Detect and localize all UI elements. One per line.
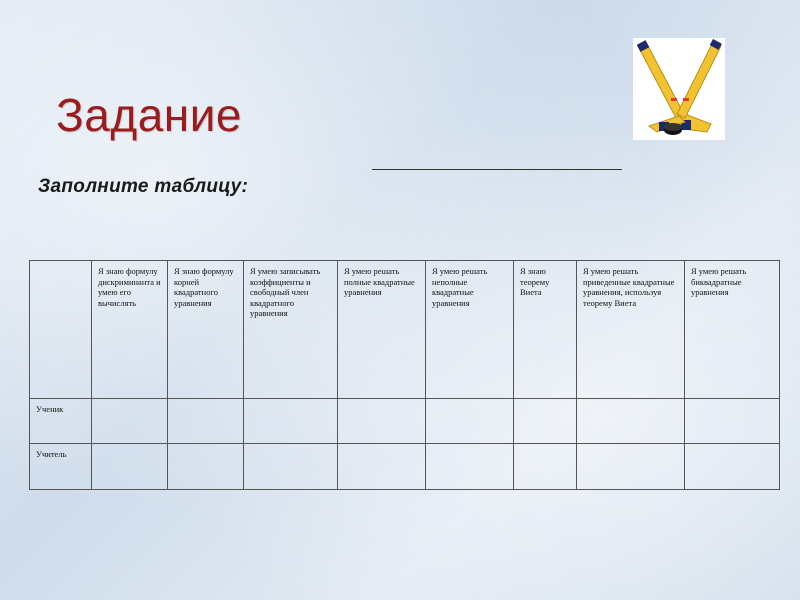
answer-cell[interactable]: [685, 399, 780, 444]
header-cell: Я знаю формулу дискриминанта и умею его вычислять: [92, 261, 168, 399]
title-underline: [372, 169, 622, 170]
answer-cell[interactable]: [92, 399, 168, 444]
answer-cell[interactable]: [244, 444, 338, 490]
answer-cell[interactable]: [577, 399, 685, 444]
table-row: [30, 399, 780, 444]
row-label-teacher: Учитель: [30, 444, 92, 490]
header-cell: Я умею решать приведенные квадратные уравнения, используя теорему Виета: [577, 261, 685, 399]
header-cell: Я умею записывать коэффициенты и свободный член квадратного уравнения: [244, 261, 338, 399]
instruction-text: Заполните таблицу:: [38, 176, 249, 197]
slide-title: Задание: [56, 89, 242, 141]
answer-cell[interactable]: [92, 444, 168, 490]
answer-cell[interactable]: [244, 399, 338, 444]
header-cell: Я умею решать неполные квадратные уравнения: [426, 261, 514, 399]
answer-cell[interactable]: [168, 399, 244, 444]
header-cell: Я умею решать биквадратные уравнения: [685, 261, 780, 399]
answer-cell[interactable]: [426, 444, 514, 490]
self-assessment-table: [29, 260, 780, 490]
answer-cell[interactable]: [685, 444, 780, 490]
header-cell: Я знаю формулу корней квадратного уравнения: [168, 261, 244, 399]
answer-cell[interactable]: [338, 444, 426, 490]
answer-cell[interactable]: [514, 444, 577, 490]
answer-cell[interactable]: [168, 444, 244, 490]
hockey-sticks-icon: [633, 38, 725, 140]
answer-cell[interactable]: [514, 399, 577, 444]
row-label-student: Ученик: [30, 399, 92, 444]
answer-cell[interactable]: [426, 399, 514, 444]
table-row: [30, 444, 780, 490]
header-row: [30, 261, 780, 399]
answer-cell[interactable]: [577, 444, 685, 490]
answer-cell[interactable]: [338, 399, 426, 444]
header-cell-empty: [30, 261, 92, 399]
header-cell: Я умею решать полные квадратные уравнения: [338, 261, 426, 399]
header-cell: Я знаю теорему Виета: [514, 261, 577, 399]
